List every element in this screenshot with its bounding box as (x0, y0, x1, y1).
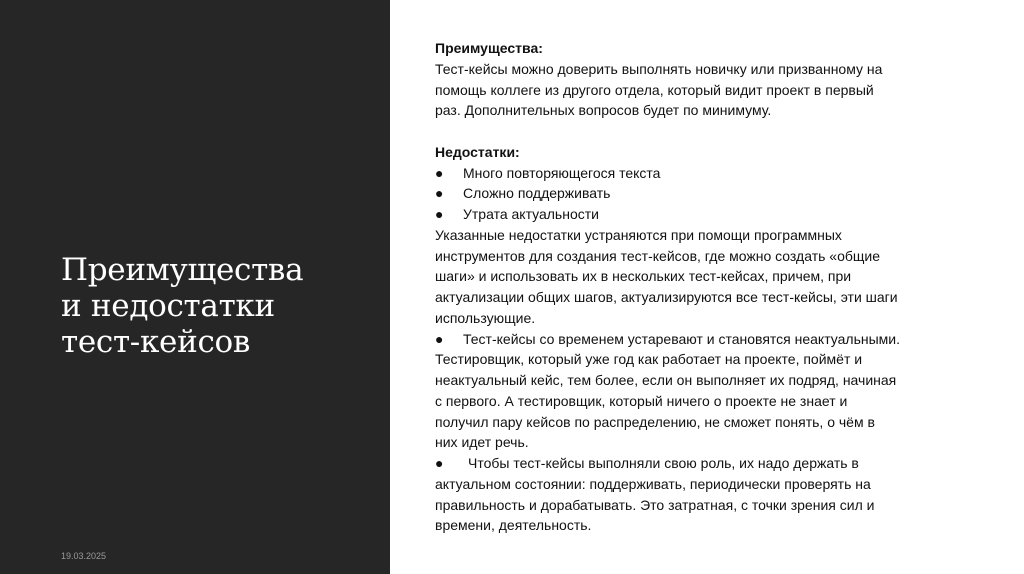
text-line: Тест-кейсы можно доверить выполнять новичку или призванному на (435, 60, 883, 77)
text-line: с первого. А тестировщик, который ничего о проекте не знает и (435, 392, 848, 409)
bullet-icon: ● (435, 455, 444, 471)
list-item (435, 453, 955, 474)
list-item (435, 183, 955, 204)
slide-date: 19.03.2025 (61, 551, 107, 561)
list-item-text: Много повторяющегося текста (463, 164, 661, 181)
text-line: Тестировщик, который уже год как работает на проекте, поймёт и (435, 351, 863, 368)
title-line: Преимущества (61, 252, 304, 288)
title-line: и недостатки (61, 288, 275, 324)
text-line: использующие. (435, 309, 536, 326)
list-item-text: Тест-кейсы со временем устаревают и становятся неактуальными. (463, 330, 901, 347)
list-item-text: Сложно поддерживать (463, 185, 611, 202)
text-line: времени, деятельность. (435, 517, 592, 534)
bullet-icon: ● (435, 185, 444, 202)
list-item (435, 329, 955, 350)
bullet-icon: ● (435, 330, 444, 347)
text-line: получил пару кейсов по распределению, не сможет понять, о чём в (435, 413, 875, 430)
text-line: инструментов для создания тест-кейсов, где можно создать «общие (435, 247, 880, 264)
spacer (435, 121, 955, 142)
text-line: Указанные недостатки устраняются при помощи программных (435, 226, 842, 243)
bullet-icon: ● (435, 164, 444, 181)
list-item (435, 163, 955, 184)
advantages-heading: Преимущества: (435, 40, 543, 56)
list-item-text: Утрата актуальности (463, 206, 599, 222)
text-line: неактуальный кейс, тем более, если он выполняет их подряд, начиная (435, 372, 897, 388)
title-line: тест-кейсов (61, 324, 251, 360)
text-line: актуальном состоянии: поддерживать, периодически проверять на (435, 475, 871, 492)
text-line: шаги» и использовать их в нескольких тест-кейсах, причем, при (435, 268, 852, 285)
bullet-icon: ● (435, 206, 444, 222)
text-line: правильность и дорабатывать. Это затратная, с точки зрения сил и (435, 496, 875, 513)
text-line: раз. Дополнительных вопросов будет по минимуму. (435, 102, 772, 119)
content-text (435, 38, 955, 536)
list-item (435, 204, 955, 225)
text-line: помощь коллеге из другого отдела, который видит проект в первый (435, 81, 874, 98)
text-line: актуализации общих шагов, актуализируются все тест-кейсы, эти шаги (435, 289, 898, 305)
title-panel (0, 0, 390, 574)
slide-title (61, 252, 381, 360)
text-line: них идет речь. (435, 434, 529, 451)
list-item-text: Чтобы тест-кейсы выполняли свою роль, их надо держать в (468, 455, 859, 471)
disadvantages-heading: Недостатки: (435, 143, 520, 160)
